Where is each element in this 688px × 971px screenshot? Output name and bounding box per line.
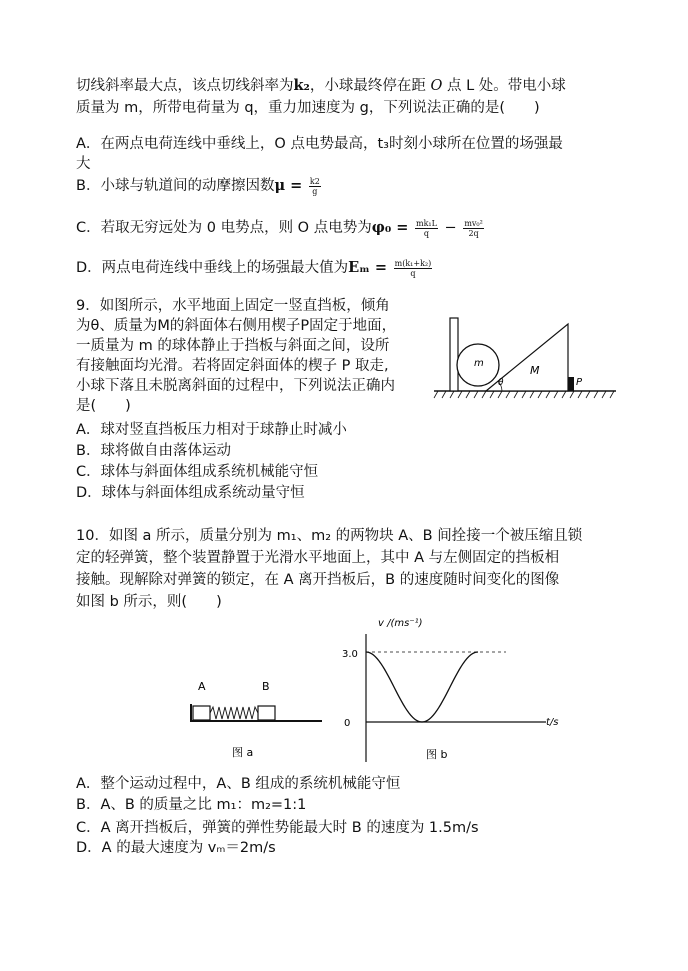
q8-option-a-line1: A．在两点电荷连线中垂线上，O 点电势最高，t₃时刻小球所在位置的场强最 [76, 136, 563, 152]
y-tick-0: 0 [344, 718, 351, 729]
label-m: m [474, 358, 484, 369]
q9-option-d: D．球体与斜面体组成系统动量守恒 [76, 485, 305, 501]
q10-stem-line4: 如图 b 所示，则( ) [76, 594, 222, 610]
q9-stem-line1: 9．如图所示，水平地面上固定一竖直挡板，倾角 [76, 298, 390, 314]
block-a [193, 706, 210, 720]
q9-stem-line2: 为θ、质量为M的斜面体右侧用楔子P固定于地面， [76, 318, 397, 334]
q10-figure-b-chart [334, 612, 574, 772]
ground [434, 391, 616, 398]
q10-option-b: B．A、B 的质量之比 m₁：m₂=1:1 [76, 797, 307, 813]
label-M: M [530, 364, 540, 377]
caption-a: 图 a [232, 746, 254, 759]
q9-option-b: B．球将做自由落体运动 [76, 443, 231, 459]
q9-incline-figure [432, 312, 618, 404]
q8-stem-line1: 切线斜率最大点，该点切线斜率为k₂，小球最终停在距 O 点 L 处。带电小球 [76, 77, 566, 94]
q9-stem-line6: 是( ) [76, 398, 131, 414]
q9-option-c: C．球体与斜面体组成系统机械能守恒 [76, 464, 319, 480]
q9-stem-line3: 一质量为 m 的球体静止于挡板与斜面之间，设所 [76, 338, 390, 354]
caption-b: 图 b [426, 748, 448, 761]
label-B: B [262, 680, 270, 693]
q9-option-a: A．球对竖直挡板压力相对于球静止时减小 [76, 422, 347, 438]
q10-stem-line1: 10．如图 a 所示，质量分别为 m₁、m₂ 的两物块 A、B 间拴接一个被压缩且锁 [76, 528, 583, 544]
velocity-curve [366, 652, 478, 722]
q8-stem-line2: 质量为 m，所带电荷量为 q，重力加速度为 g，下列说法正确的是( ) [76, 100, 540, 116]
q10-figure-a [186, 676, 326, 762]
q10-stem-line3: 接触。现解除对弹簧的锁定，在 A 离开挡板后，B 的速度随时间变化的图像 [76, 572, 560, 588]
label-P: P [576, 377, 583, 388]
q10-option-c: C．A 离开挡板后，弹簧的弹性势能最大时 B 的速度为 1.5m/s [76, 820, 479, 836]
y-axis-label: v /(ms⁻¹) [378, 618, 423, 629]
q8-option-c: C．若取无穷远处为 0 电势点，则 O 点电势为φ₀ = $\frac{\text{mk₁L}}{q}$ − $\frac{\text{mv₀²}}{2q}$ [76, 218, 483, 238]
q8-option-c-fraction2: $\frac{\text{mv₀²}}{2q}$ [464, 218, 483, 238]
y-tick-3: 3.0 [342, 649, 358, 660]
q8-option-c-fraction1: $\frac{\text{mk₁L}}{q}$ [415, 218, 437, 238]
q10-stem-line2: 定的轻弹簧，整个装置静置于光滑水平地面上，其中 A 与左侧固定的挡板相 [76, 550, 560, 566]
q10-option-d: D．A 的最大速度为 vₘ＝2m/s [76, 840, 276, 856]
wedge-p [568, 377, 574, 391]
q9-stem-line4: 有接触面均光滑。若将固定斜面体的楔子 P 取走, [76, 358, 389, 374]
label-A: A [198, 680, 206, 693]
block-b [258, 706, 275, 720]
q8-option-d-fraction: $\frac{\text{m(k₁+k₂)}}{q}$ [394, 258, 432, 278]
q9-stem-line5: 小球下落且未脱离斜面的过程中，下列说法正确内 [76, 378, 395, 394]
x-axis-label: t/s [546, 717, 559, 728]
label-theta: θ [498, 378, 504, 388]
q10-option-a: A．整个运动过程中，A、B 组成的系统机械能守恒 [76, 776, 401, 792]
q8-option-b: B．小球与轨道间的动摩擦因数μ = $\frac{k2}{g}$ [76, 176, 320, 196]
q8-option-b-fraction: $\frac{k2}{g}$ [309, 176, 320, 196]
spring [210, 707, 258, 719]
vertical-baffle [450, 318, 458, 391]
q8-option-a-line2: 大 [76, 156, 91, 172]
q8-option-d: D．两点电荷连线中垂线上的场强最大值为Eₘ = $\frac{\text{m(k₁+k₂)}}{q}$ [76, 258, 432, 278]
